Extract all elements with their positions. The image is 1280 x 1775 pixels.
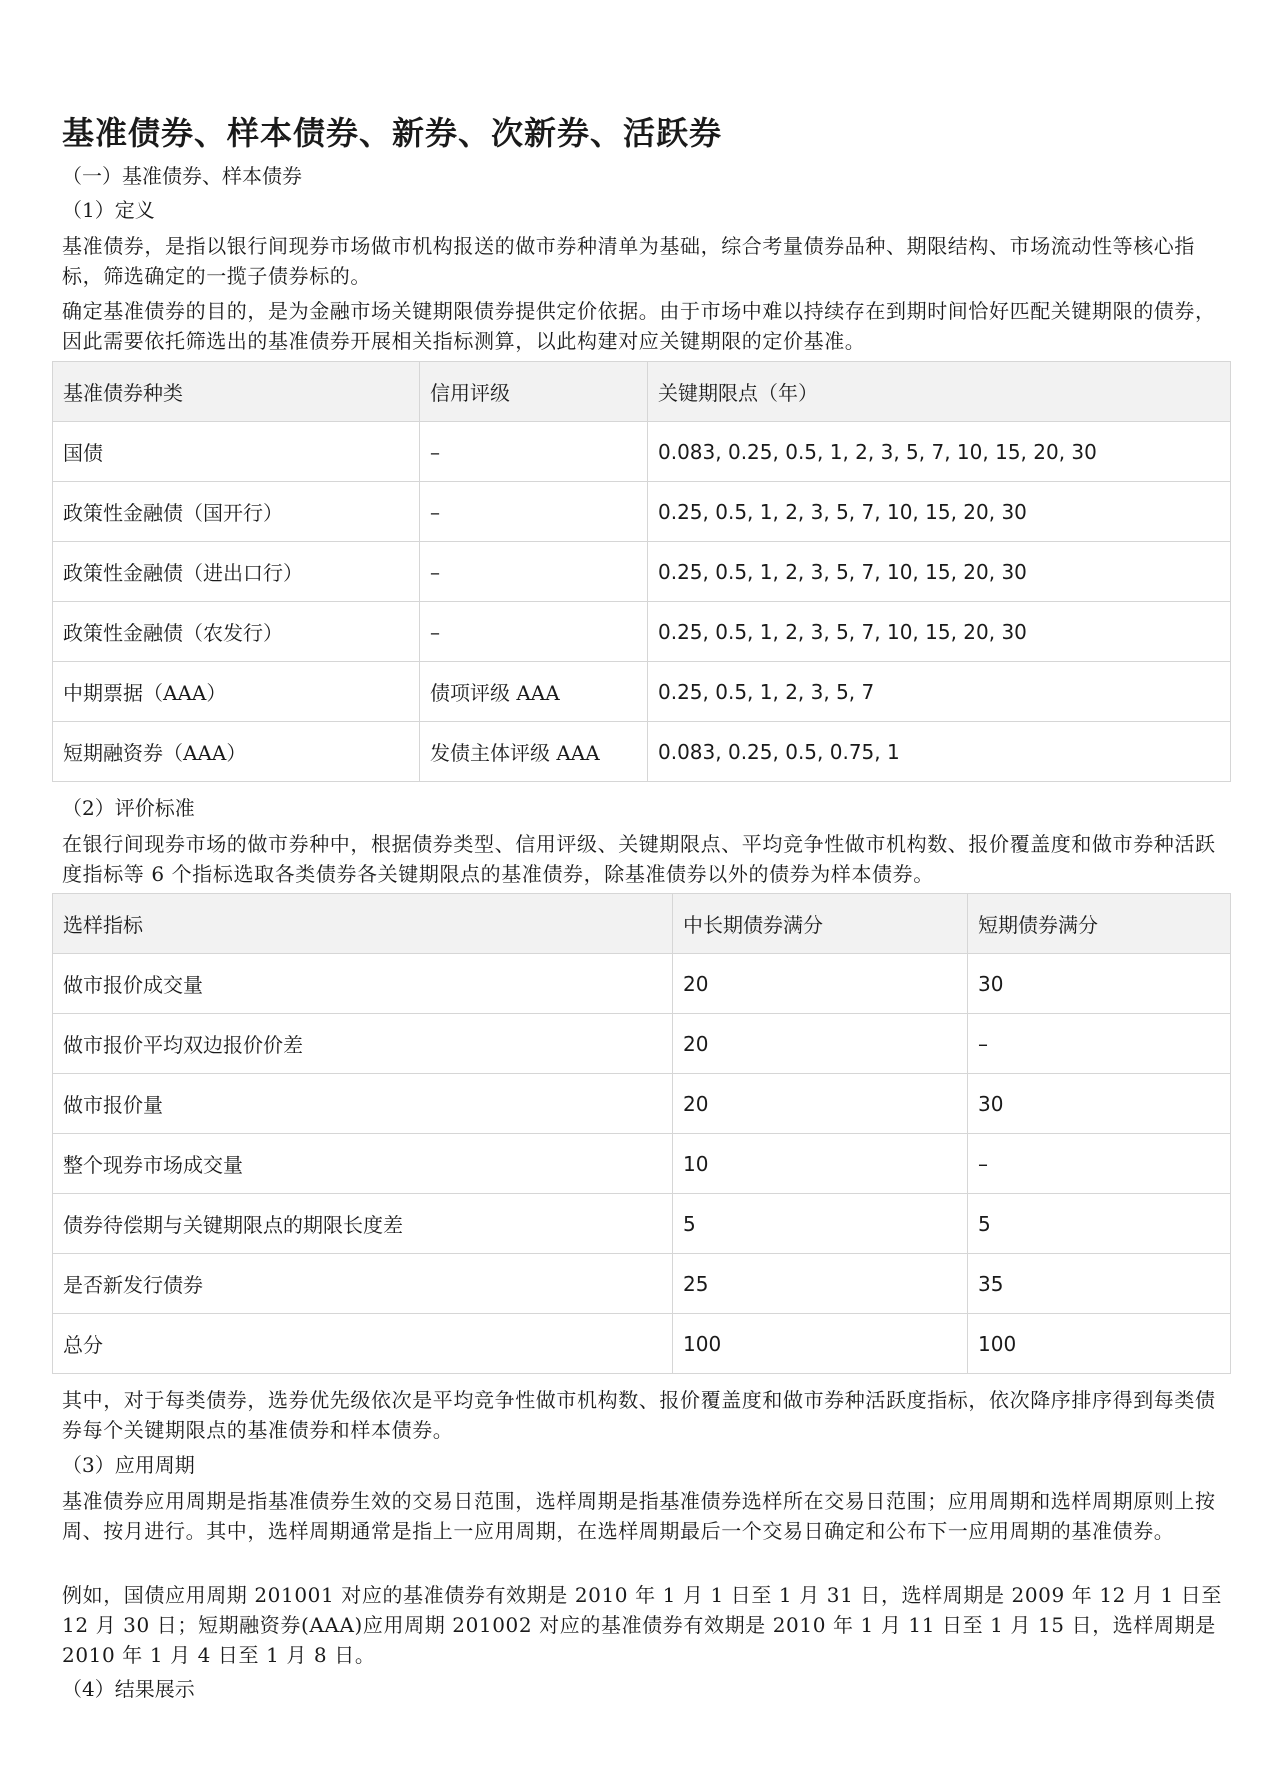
subheading-application-period: （3）应用周期: [62, 1453, 195, 1477]
table-row: [53, 482, 1231, 542]
table-cell: 做市报价成交量: [53, 954, 673, 1014]
paragraph-purpose: 确定基准债券的目的，是为金融市场关键期限债券提供定价依据。由于市场中难以持续存在到期时间恰好匹配关键期限的债券，因此需要依托筛选出的基准债券开展相关指标测算，以此构建对应关键期限的定价基准。: [62, 299, 1216, 353]
table-cell: 政策性金融债（国开行）: [53, 482, 420, 542]
table-cell: 短期融资券（AAA）: [53, 722, 420, 782]
table-cell: 债项评级 AAA: [420, 662, 648, 722]
table-cell: 100: [673, 1314, 968, 1374]
table-cell: –: [420, 542, 648, 602]
selection-criteria-table: [52, 893, 1231, 1374]
table-cell: 债券待偿期与关键期限点的期限长度差: [53, 1194, 673, 1254]
table-row: [53, 722, 1231, 782]
paragraph-example: 例如，国债应用周期 201001 对应的基准债券有效期是 2010 年 1 月 1 日至 1 月 31 日，选样周期是 2009 年 12 月 1 日至 12 月 30 日；短期融资券(AAA)应用周期 201002 对应的基准债券有效期是 2010 年 1 月 11 日至 1 月 15 日，选样周期是 2010 年 1 月 4 日至 1 月 8 日。: [62, 1583, 1222, 1667]
table-cell: 5: [968, 1194, 1231, 1254]
table-row: [53, 1254, 1231, 1314]
column-header: 短期债券满分: [968, 894, 1231, 954]
table-cell: 0.25, 0.5, 1, 2, 3, 5, 7, 10, 15, 20, 30: [648, 482, 1231, 542]
table-row: [53, 662, 1231, 722]
table-cell: 20: [673, 954, 968, 1014]
table-row: [53, 1074, 1231, 1134]
table-cell: 国债: [53, 422, 420, 482]
table-cell: 中期票据（AAA）: [53, 662, 420, 722]
paragraph-criteria: 在银行间现券市场的做市券种中，根据债券类型、信用评级、关键期限点、平均竞争性做市机构数、报价覆盖度和做市券种活跃度指标等 6 个指标选取各类债券各关键期限点的基准债券，除基准债券以外的债券为样本债券。: [62, 832, 1216, 886]
table-cell: 总分: [53, 1314, 673, 1374]
table-cell: 0.25, 0.5, 1, 2, 3, 5, 7, 10, 15, 20, 30: [648, 602, 1231, 662]
table-cell: –: [968, 1134, 1231, 1194]
table-cell: –: [420, 482, 648, 542]
table-row: [53, 542, 1231, 602]
table-cell: 20: [673, 1014, 968, 1074]
paragraph-definition: 基准债券，是指以银行间现券市场做市机构报送的做市券种清单为基础，综合考量债券品种、期限结构、市场流动性等核心指标，筛选确定的一揽子债券标的。: [62, 234, 1195, 288]
table-cell: 整个现券市场成交量: [53, 1134, 673, 1194]
column-header: 信用评级: [420, 362, 648, 422]
table-row: [53, 602, 1231, 662]
table-cell: 是否新发行债券: [53, 1254, 673, 1314]
table-header-row: [53, 362, 1231, 422]
table-cell: 30: [968, 1074, 1231, 1134]
paragraph-application-period: 基准债券应用周期是指基准债券生效的交易日范围，选样周期是指基准债券选样所在交易日范围；应用周期和选样周期原则上按周、按月进行。其中，选样周期通常是指上一应用周期，在选样周期最后一个交易日确定和公布下一应用周期的基准债券。: [62, 1489, 1216, 1543]
table-cell: 做市报价量: [53, 1074, 673, 1134]
paragraph-priority: 其中，对于每类债券，选券优先级依次是平均竞争性做市机构数、报价覆盖度和做市券种活跃度指标，依次降序排序得到每类债券每个关键期限点的基准债券和样本债券。: [62, 1388, 1216, 1442]
table-cell: –: [968, 1014, 1231, 1074]
table-cell: 发债主体评级 AAA: [420, 722, 648, 782]
column-header: 关键期限点（年）: [648, 362, 1231, 422]
column-header: 选样指标: [53, 894, 673, 954]
table-row: [53, 1134, 1231, 1194]
table-row: [53, 954, 1231, 1014]
table-cell: 0.25, 0.5, 1, 2, 3, 5, 7: [648, 662, 1231, 722]
table-header-row: [53, 894, 1231, 954]
table-cell: –: [420, 422, 648, 482]
subheading-definition: （1）定义: [62, 198, 155, 222]
table-cell: 0.083, 0.25, 0.5, 0.75, 1: [648, 722, 1231, 782]
benchmark-types-table: [52, 361, 1231, 782]
table-cell: 100: [968, 1314, 1231, 1374]
table-cell: 5: [673, 1194, 968, 1254]
table-row: [53, 1314, 1231, 1374]
table-row: [53, 1194, 1231, 1254]
subheading-results: （4）结果展示: [62, 1677, 195, 1701]
table-row: [53, 1014, 1231, 1074]
page-title: 基准债券、样本债券、新券、次新券、活跃券: [62, 114, 723, 152]
table-cell: 政策性金融债（农发行）: [53, 602, 420, 662]
table-cell: 25: [673, 1254, 968, 1314]
table-cell: 做市报价平均双边报价价差: [53, 1014, 673, 1074]
section-heading-1: （一）基准债券、样本债券: [62, 164, 302, 188]
table-cell: 35: [968, 1254, 1231, 1314]
table-cell: 政策性金融债（进出口行）: [53, 542, 420, 602]
subheading-criteria: （2）评价标准: [62, 796, 195, 820]
column-header: 基准债券种类: [53, 362, 420, 422]
table-row: [53, 422, 1231, 482]
table-cell: 0.25, 0.5, 1, 2, 3, 5, 7, 10, 15, 20, 30: [648, 542, 1231, 602]
table-cell: 30: [968, 954, 1231, 1014]
table-cell: 20: [673, 1074, 968, 1134]
table-cell: 0.083, 0.25, 0.5, 1, 2, 3, 5, 7, 10, 15, 20, 30: [648, 422, 1231, 482]
column-header: 中长期债券满分: [673, 894, 968, 954]
table-cell: –: [420, 602, 648, 662]
table-cell: 10: [673, 1134, 968, 1194]
